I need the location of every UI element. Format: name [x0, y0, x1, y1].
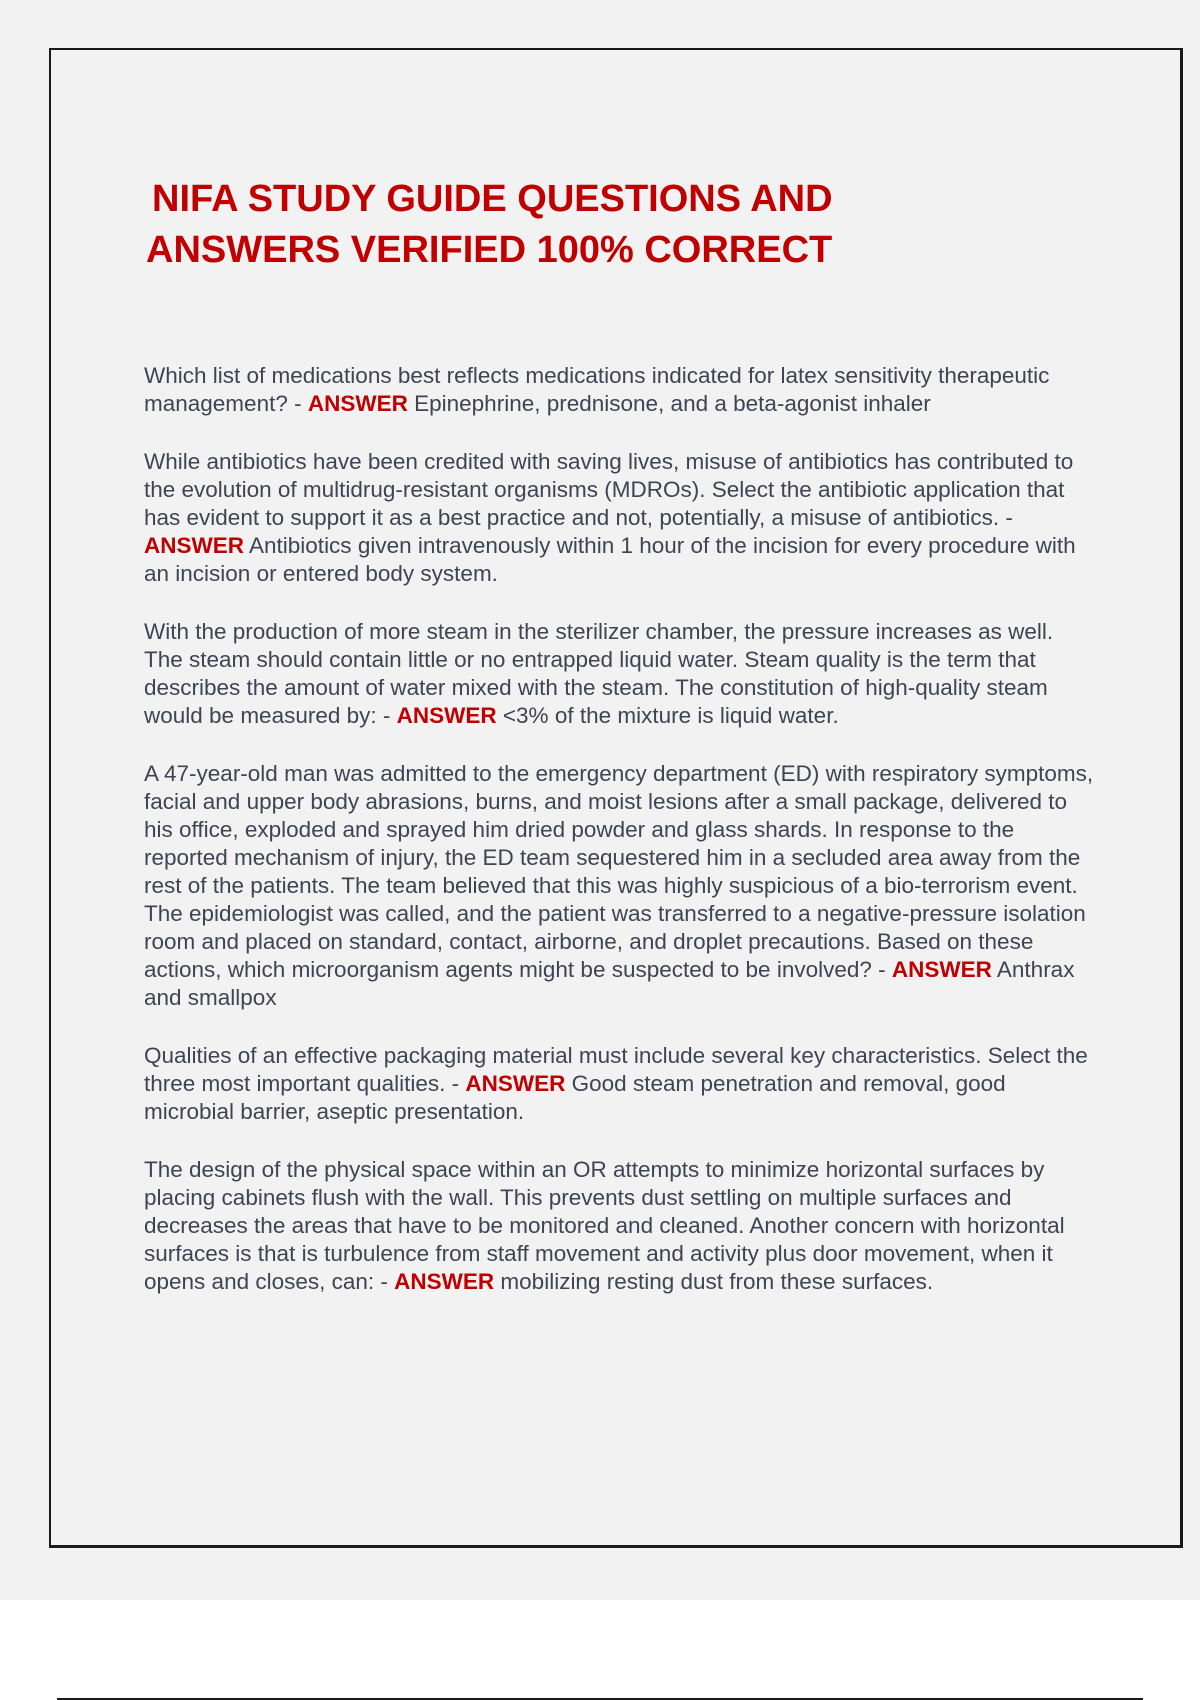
title-line-2: ANSWERS VERIFIED 100% CORRECT: [146, 229, 833, 271]
qa-item-2: [144, 448, 1094, 588]
qa-item-3: [144, 618, 1094, 730]
answer-text: mobilizing resting dust from these surfaces.: [500, 1269, 934, 1294]
separator: -: [374, 1269, 395, 1294]
qa-item-5: [144, 1042, 1094, 1126]
qa-item-6: [144, 1156, 1094, 1296]
answer-label: ANSWER: [396, 703, 497, 728]
separator: -: [871, 957, 892, 982]
question-text: With the production of more steam in the sterilizer chamber, the pressure increases as well. The steam should contain little or no entrapped liquid water. Steam quality is the term that describes the amount of water mixed with the steam. The constitution of high-quality steam would be measured by:: [144, 619, 1054, 728]
separator: -: [445, 1071, 466, 1096]
question-text: Qualities of an effective packaging material must include several key characteristics. Select the three most important qualities.: [144, 1043, 1088, 1096]
question-text: While antibiotics have been credited with saving lives, misuse of antibiotics has contributed to the evolution of multidrug-resistant organisms (MDROs). Select the antibiotic application that has evident to support it as a best practice and not, potentially, a misuse of antibiotics.: [144, 449, 1074, 530]
answer-text: Antibiotics given intravenously within 1 hour of the incision for every procedure with an incision or entered body system.: [144, 533, 1076, 586]
question-text: Which list of medications best reflects medications indicated for latex sensitivity therapeutic management?: [144, 363, 1050, 416]
separator: -: [999, 505, 1013, 530]
answer-label: ANSWER: [465, 1071, 566, 1096]
question-text: A 47-year-old man was admitted to the emergency department (ED) with respiratory symptoms, facial and upper body abrasions, burns, and moist lesions after a small package, delivered to his office, exploded and sprayed him dried powder and glass shards. In response to the reported mechanism of injury, the ED team sequestered him in a secluded area away from the rest of the patients. The team believed that this was highly suspicious of a bio-terrorism event. The epidemiologist was called, and the patient was transferred to a negative-pressure isolation room and placed on standard, contact, airborne, and droplet precautions. Based on these actions, which microorganism agents might be suspected to be involved?: [144, 761, 1094, 982]
answer-text: Anthrax and smallpox: [144, 957, 1075, 1010]
qa-list: [144, 362, 1094, 1326]
answer-label: ANSWER: [891, 957, 992, 982]
separator: -: [287, 391, 308, 416]
separator: -: [376, 703, 397, 728]
answer-text: <3% of the mixture is liquid water.: [502, 703, 839, 728]
document-title: [146, 174, 906, 276]
answer-text: Good steam penetration and removal, good microbial barrier, aseptic presentation.: [144, 1071, 1006, 1124]
qa-item-1: [144, 362, 1094, 418]
title-line-1: NIFA STUDY GUIDE QUESTIONS AND: [152, 178, 833, 220]
question-text: The design of the physical space within an OR attempts to minimize horizontal surfaces by placing cabinets flush with the wall. This prevents dust settling on multiple surfaces and decreases the areas that have to be monitored and cleaned. Another concern with horizontal surfaces is that is turbulence from staff movement and activity plus door movement, when it opens and closes, can:: [144, 1157, 1065, 1294]
qa-item-4: [144, 760, 1094, 1012]
answer-label: ANSWER: [144, 533, 244, 558]
answer-label: ANSWER: [394, 1269, 495, 1294]
answer-label: ANSWER: [307, 391, 408, 416]
answer-text: Epinephrine, prednisone, and a beta-agonist inhaler: [414, 391, 931, 416]
